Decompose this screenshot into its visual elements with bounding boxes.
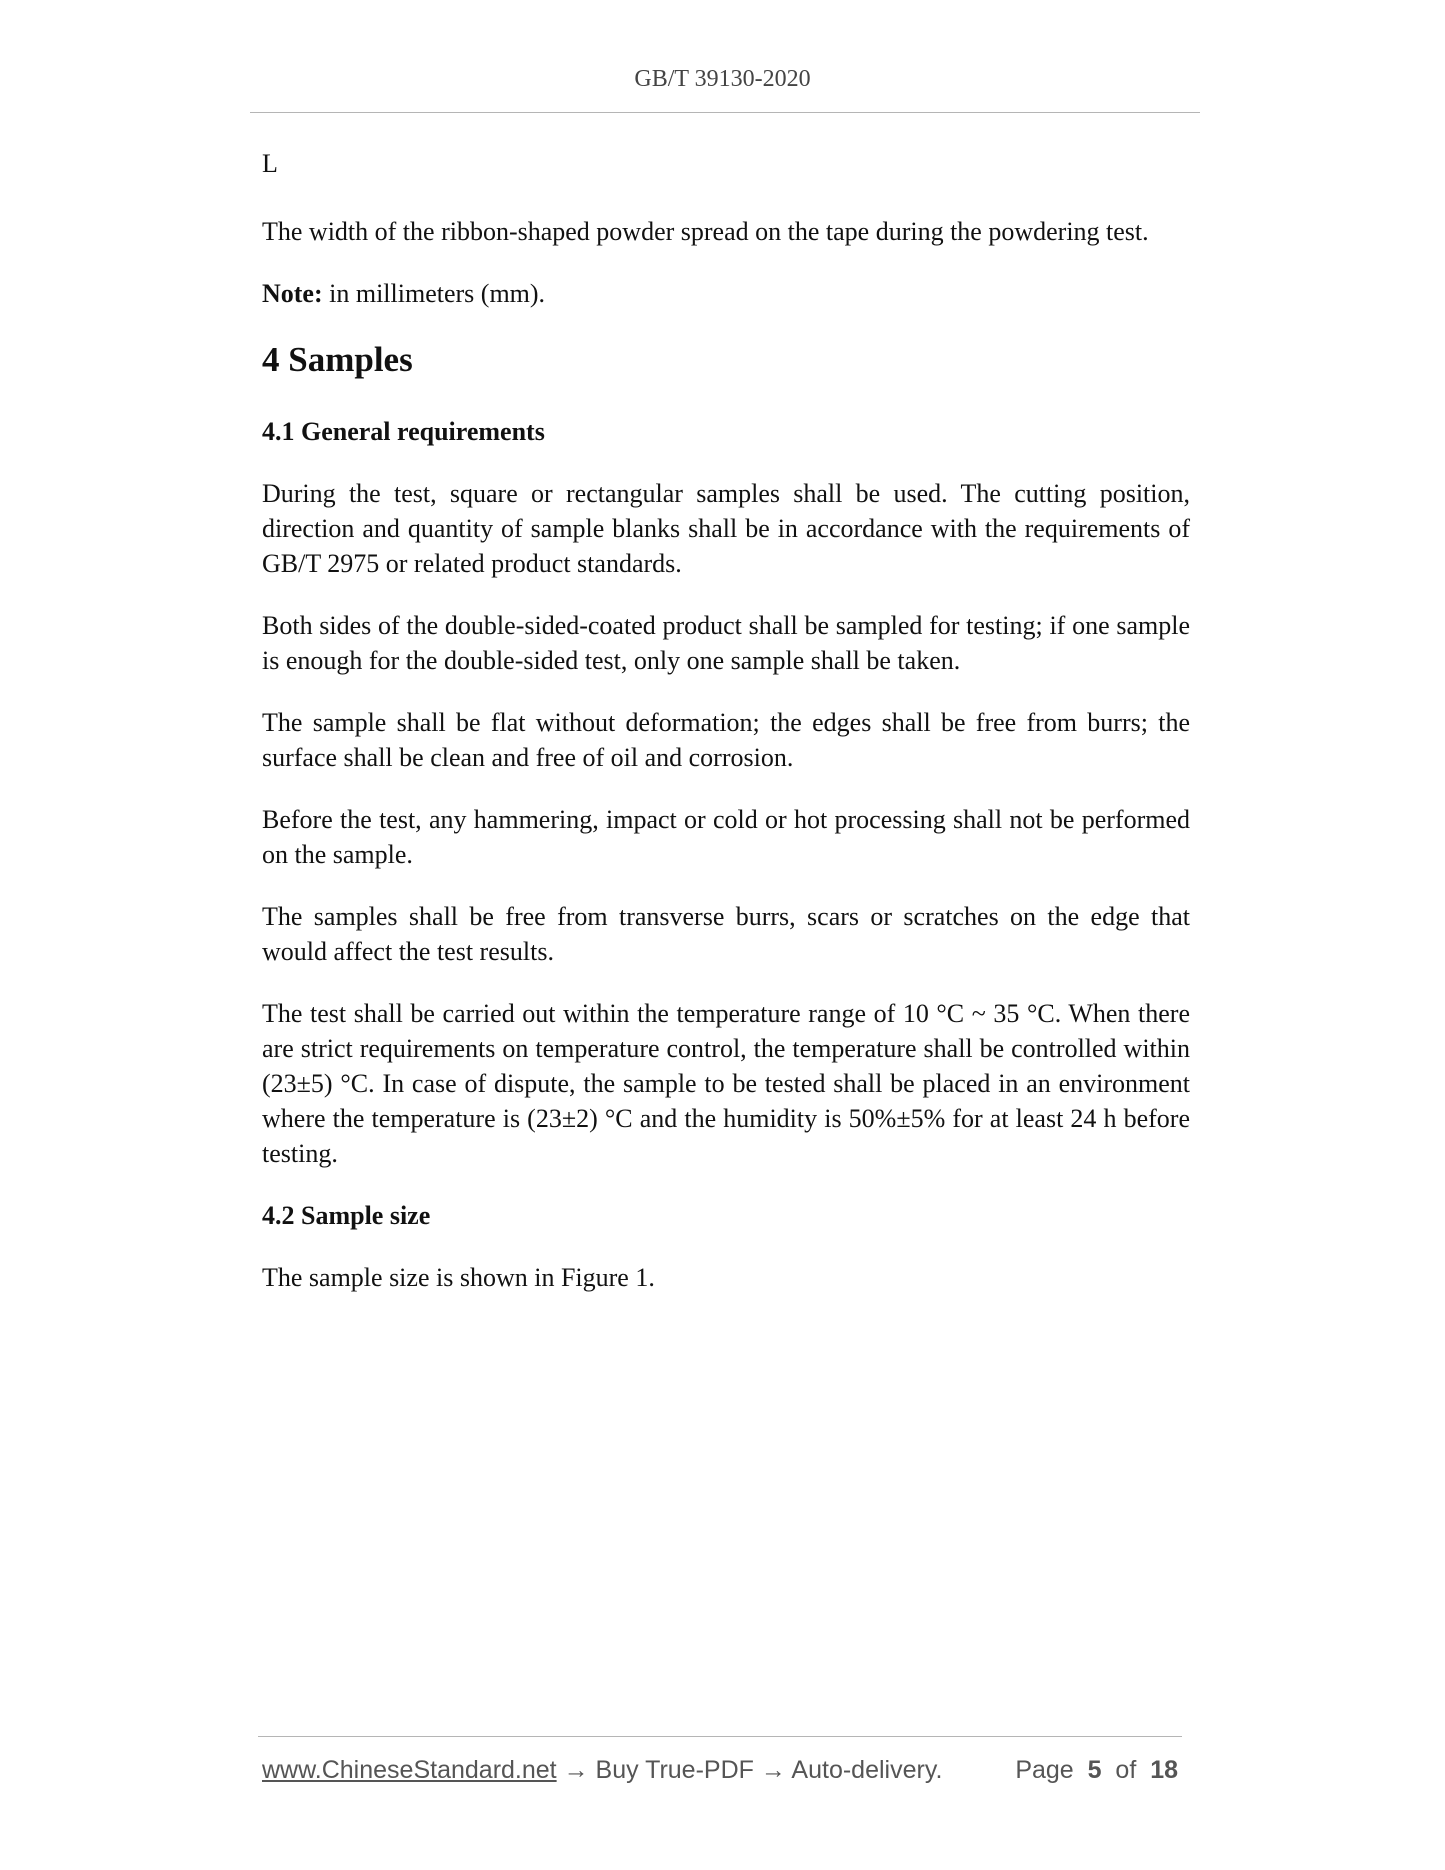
page-label: Page [1015,1756,1074,1784]
current-page-number: 5 [1087,1756,1102,1784]
subsection-4-2-heading: 4.2 Sample size [262,1201,431,1230]
paragraph-sample-shape: During the test, square or rectangular samples shall be used. The cutting position, direction and quantity of sample blanks shall be in accordance with the requirements of GB/T 2975 or related product standards. [262,479,1190,578]
total-page-count: 18 [1150,1756,1178,1784]
arrow-right-icon: → [753,1756,792,1784]
note-label: Note: [262,279,323,308]
auto-delivery-text: Auto-delivery. [791,1756,943,1784]
document-code-header: GB/T 39130-2020 [634,66,811,92]
paragraph-flatness: The sample shall be flat without deformation; the edges shall be free from burrs; the surface shall be clean and free of oil and corrosion. [262,708,1190,772]
note-text: in millimeters (mm). [322,279,546,308]
symbol-definition: The width of the ribbon-shaped powder spread on the tape during the powdering test. [262,217,1149,246]
paragraph-processing: Before the test, any hammering, impact or cold or hot processing shall not be performed on the sample. [262,805,1190,869]
footer-divider [258,1736,1182,1737]
page-indicator [1015,1754,1178,1786]
arrow-right-icon: → [556,1756,596,1784]
of-label: of [1115,1756,1137,1784]
section-4-heading: 4 Samples [262,340,413,379]
paragraph-temperature: The test shall be carried out within the temperature range of 10 °C ~ 35 °C. When there are strict requirements on temperature control, the temperature shall be controlled within (23±5) °C. In case of dispute, the sample to be tested shall be placed in an environment where the temperature is (23±2) °C and the humidity is 50%±5% for at least 24 h before testing. [262,999,1190,1168]
buy-pdf-text: Buy True-PDF [595,1756,754,1784]
website-link[interactable]: www.ChineseStandard.net [262,1756,557,1784]
paragraph-sample-size: The sample size is shown in Figure 1. [262,1263,655,1292]
subsection-4-1-heading: 4.1 General requirements [262,417,545,446]
symbol-term: L [262,149,278,178]
paragraph-burrs: The samples shall be free from transverse burrs, scars or scratches on the edge that would affect the test results. [262,902,1190,966]
footer-links [262,1754,942,1786]
paragraph-double-sided: Both sides of the double-sided-coated product shall be sampled for testing; if one sample is enough for the double-sided test, only one sample shall be taken. [262,611,1190,675]
header-divider [250,112,1200,113]
note-paragraph [262,276,1190,311]
page-content [262,146,1190,1322]
